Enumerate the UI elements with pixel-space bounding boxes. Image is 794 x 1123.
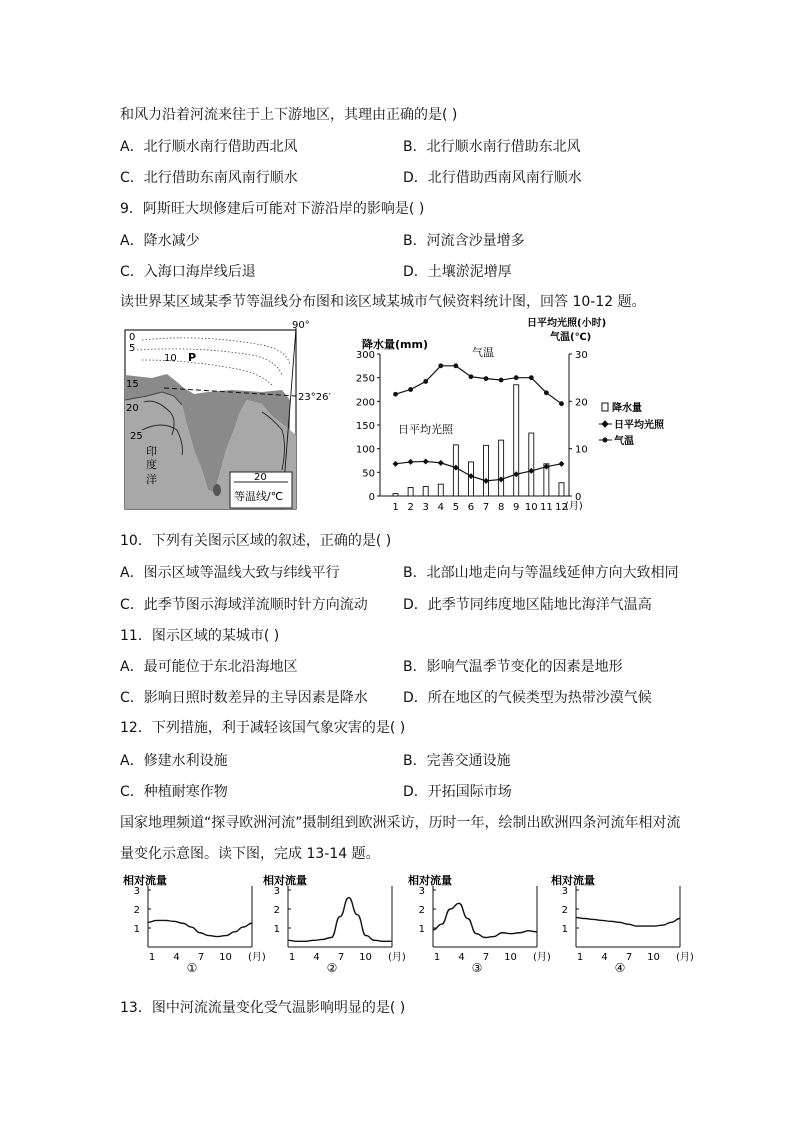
map-label-tropic: 23°26′ [298, 392, 331, 403]
river-panel [405, 872, 551, 987]
temperature-point [453, 363, 458, 368]
q12-option-a: A．修建水利设施 [120, 753, 228, 769]
left-tick-label: 150 [355, 421, 375, 432]
river-ytick-label: 3 [561, 886, 568, 897]
q9-option-b: B．河流含沙量增多 [403, 233, 525, 249]
left-tick-label: 100 [355, 444, 375, 456]
q12-option-c: C．种植耐寒作物 [120, 784, 228, 800]
q10-option-b: B．北部山地走向与等温线延伸方向大致相同 [403, 565, 679, 581]
x-unit: (月) [565, 501, 583, 512]
annotation-sunshine: 日平均光照 [398, 423, 453, 436]
river-ylabel: 相对流量 [123, 874, 167, 887]
q11-option-b: B．影响气温季节变化的因素是地形 [403, 659, 623, 675]
river-ytick-label: 2 [561, 905, 568, 916]
q8-option-a: A．北行顺水南行借助西北风 [120, 139, 298, 155]
left-axis-title: 降水量(mm) [362, 338, 428, 351]
legend-value: 20 [254, 472, 267, 483]
q10-option-c: C．此季节图示海域洋流顺时针方向流动 [120, 597, 368, 613]
precip-bar [393, 494, 398, 496]
river-xunit: (月) [533, 952, 551, 963]
river-xunit: (月) [676, 952, 694, 963]
map-label-10: 10 [164, 353, 177, 364]
river-panel [548, 872, 694, 987]
right-tick-label: 20 [575, 397, 588, 409]
river-panel-id: ② [326, 961, 338, 975]
q12-option-b: B．完善交通设施 [403, 753, 511, 769]
river-xtick-label: 1 [576, 952, 584, 963]
river-xunit: (月) [388, 952, 406, 963]
river-xtick-label: 4 [601, 952, 608, 963]
x-tick-label: 7 [482, 502, 490, 513]
chart-legend [599, 401, 665, 447]
q8-stem: 和风力沿着河流来往于上下游地区，其理由正确的是( ) [120, 107, 458, 123]
left-tick-label: 200 [355, 397, 375, 409]
x-tick-label: 8 [497, 502, 505, 513]
river-ytick-label: 1 [418, 924, 425, 935]
river-ytick-label: 2 [273, 905, 280, 916]
river-panel-id: ③ [471, 961, 483, 975]
map-label-25: 25 [130, 431, 143, 442]
precip-bar [514, 385, 519, 496]
left-tick-label: 250 [355, 373, 375, 385]
river-xtick-label: 4 [173, 952, 180, 963]
precip-bar [423, 487, 428, 496]
precip-bar [559, 483, 564, 496]
sunshine-line [396, 461, 562, 480]
legend-bar-swatch [602, 403, 608, 411]
x-tick-label: 11 [540, 502, 553, 513]
x-tick-label: 5 [452, 502, 460, 513]
precip-bar [529, 433, 534, 496]
intro-10-12: 读世界某区域某季节等温线分布图和该区域某城市气候资料统计图，回答 10-12 题。 [120, 294, 646, 310]
river-ytick-label: 2 [133, 905, 140, 916]
precip-bar [438, 484, 443, 496]
river-xtick-label: 7 [197, 952, 205, 963]
q8-option-c: C．北行借助东南风南行顺水 [120, 170, 298, 186]
annotation-temp: 气温 [472, 346, 494, 359]
river-panel-id: ④ [614, 961, 626, 975]
river-ytick-label: 3 [418, 886, 425, 897]
legend-sunshine-swatch [599, 421, 612, 427]
river-panel [120, 872, 266, 987]
x-tick-label: 2 [407, 502, 414, 513]
river-ytick-label: 1 [133, 924, 140, 935]
map-label-15: 15 [126, 379, 139, 390]
temperature-point [423, 379, 428, 384]
q11-stem: 11．图示区域的某城市( ) [120, 628, 280, 644]
temperature-point [469, 374, 474, 379]
sunshine-point [423, 458, 429, 464]
precip-bar [499, 440, 504, 496]
map-label-20: 20 [126, 403, 139, 414]
x-tick-label: 10 [524, 502, 538, 513]
river-ytick-label: 1 [561, 924, 568, 935]
river-ytick-label: 3 [273, 886, 280, 897]
temperature-line [396, 366, 562, 404]
q11-option-a: A．最可能位于东北沿海地区 [120, 659, 298, 675]
river-ytick-label: 2 [418, 905, 425, 916]
q12-option-d: D．开拓国际市场 [403, 784, 512, 800]
q8-option-b: B．北行顺水南行借助东北风 [403, 139, 581, 155]
sunshine-point [408, 459, 414, 465]
right-tick-label: 0 [575, 492, 582, 503]
q9-stem: 9．阿斯旺大坝修建后可能对下游沿岸的影响是( ) [120, 201, 425, 217]
q11-option-c: C．影响日照时数差异的主导因素是降水 [120, 690, 368, 706]
legend-label: 等温线/℃ [234, 490, 284, 503]
q12-stem: 12．下列措施，利于减轻该国气象灾害的是( ) [120, 720, 406, 736]
river-xtick-label: 1 [433, 952, 441, 963]
left-tick-label: 0 [368, 492, 375, 503]
river-xtick-label: 10 [219, 952, 232, 963]
river-xtick-label: 4 [458, 952, 465, 963]
q10-option-a: A．图示区域等温线大致与纬线平行 [120, 565, 340, 581]
isotherm-map [122, 320, 331, 512]
right-axis-title-bottom: 气温(℃) [550, 332, 592, 343]
river-xtick-label: 10 [504, 952, 517, 963]
legend-temp: 气温 [614, 436, 634, 447]
legend-sunshine: 日平均光照 [614, 420, 664, 431]
x-tick-label: 9 [513, 502, 520, 513]
river-flow-curve [576, 918, 680, 927]
river-flow-charts [120, 872, 700, 987]
map-label-0: 0 [129, 332, 136, 343]
map-label-90: 90° [292, 320, 310, 331]
river-xtick-label: 10 [359, 952, 372, 963]
precip-bar [484, 445, 489, 496]
temperature-point [559, 401, 564, 406]
river-xtick-label: 7 [625, 952, 633, 963]
x-tick-label: 12 [555, 502, 568, 513]
map-label-5: 5 [129, 343, 136, 354]
q13-stem: 13．图中河流流量变化受气温影响明显的是( ) [120, 1000, 406, 1016]
river-ylabel: 相对流量 [263, 874, 307, 887]
river-xtick-label: 1 [148, 952, 156, 963]
river-flow-curve [148, 920, 252, 936]
river-flow-curve [433, 903, 537, 937]
river-ytick-label: 3 [133, 886, 140, 897]
climate-chart [352, 316, 677, 516]
left-tick-label: 50 [362, 468, 375, 480]
intro-13-14-line2: 量变化示意图。读下图，完成 13-14 题。 [120, 846, 380, 862]
legend-precip: 降水量 [612, 403, 642, 414]
river-ytick-label: 1 [273, 924, 280, 935]
temperature-point [393, 392, 398, 397]
river-xtick-label: 4 [313, 952, 320, 963]
q10-stem: 10．下列有关图示区域的叙述，正确的是( ) [120, 533, 392, 549]
sunshine-point [438, 460, 444, 466]
temperature-point [499, 378, 504, 383]
q9-option-c: C．入海口海岸线后退 [120, 264, 256, 280]
island-shape [213, 484, 221, 496]
river-xunit: (月) [248, 952, 266, 963]
river-ylabel: 相对流量 [551, 874, 595, 887]
q9-option-a: A．降水减少 [120, 233, 200, 249]
map-label-p: P [188, 351, 197, 364]
temperature-point [484, 376, 489, 381]
x-tick-label: 3 [422, 502, 429, 513]
left-tick-label: 300 [355, 350, 375, 361]
x-tick-label: 4 [437, 502, 444, 513]
sunshine-point [393, 461, 399, 467]
right-tick-label: 10 [575, 444, 588, 456]
sunshine-point [558, 461, 564, 467]
map-label-yin: 印 [146, 445, 157, 458]
river-panel [260, 872, 406, 987]
right-tick-label: 30 [575, 350, 588, 361]
river-ylabel: 相对流量 [408, 874, 452, 887]
temperature-point [408, 387, 413, 392]
q8-option-d: D．北行借助西南风南行顺水 [403, 170, 582, 186]
temperature-point [514, 375, 519, 380]
map-label-du: 度 [146, 458, 157, 471]
river-flow-curve [288, 898, 392, 942]
map-label-yang: 洋 [146, 473, 157, 486]
q10-option-d: D．此季节同纬度地区陆地比海洋气温高 [403, 597, 652, 613]
river-xtick-label: 10 [647, 952, 660, 963]
river-panel-id: ① [186, 961, 198, 975]
q11-option-d: D．所在地区的气候类型为热带沙漠气候 [403, 690, 652, 706]
river-xtick-label: 7 [337, 952, 345, 963]
temperature-point [544, 390, 549, 395]
right-axis-title-top: 日平均光照(小时) [527, 318, 607, 329]
river-xtick-label: 1 [288, 952, 296, 963]
x-tick-label: 6 [467, 502, 475, 513]
precip-bar [408, 487, 413, 496]
q9-option-d: D．土壤淤泥增厚 [403, 264, 512, 280]
river-xtick-label: 7 [482, 952, 490, 963]
temperature-point [529, 375, 534, 380]
x-tick-label: 1 [392, 502, 399, 513]
temperature-point [438, 363, 443, 368]
intro-13-14-line1: 国家地理频道“探寻欧洲河流”摄制组到欧洲采访，历时一年，绘制出欧洲四条河流年相对流 [120, 815, 681, 831]
